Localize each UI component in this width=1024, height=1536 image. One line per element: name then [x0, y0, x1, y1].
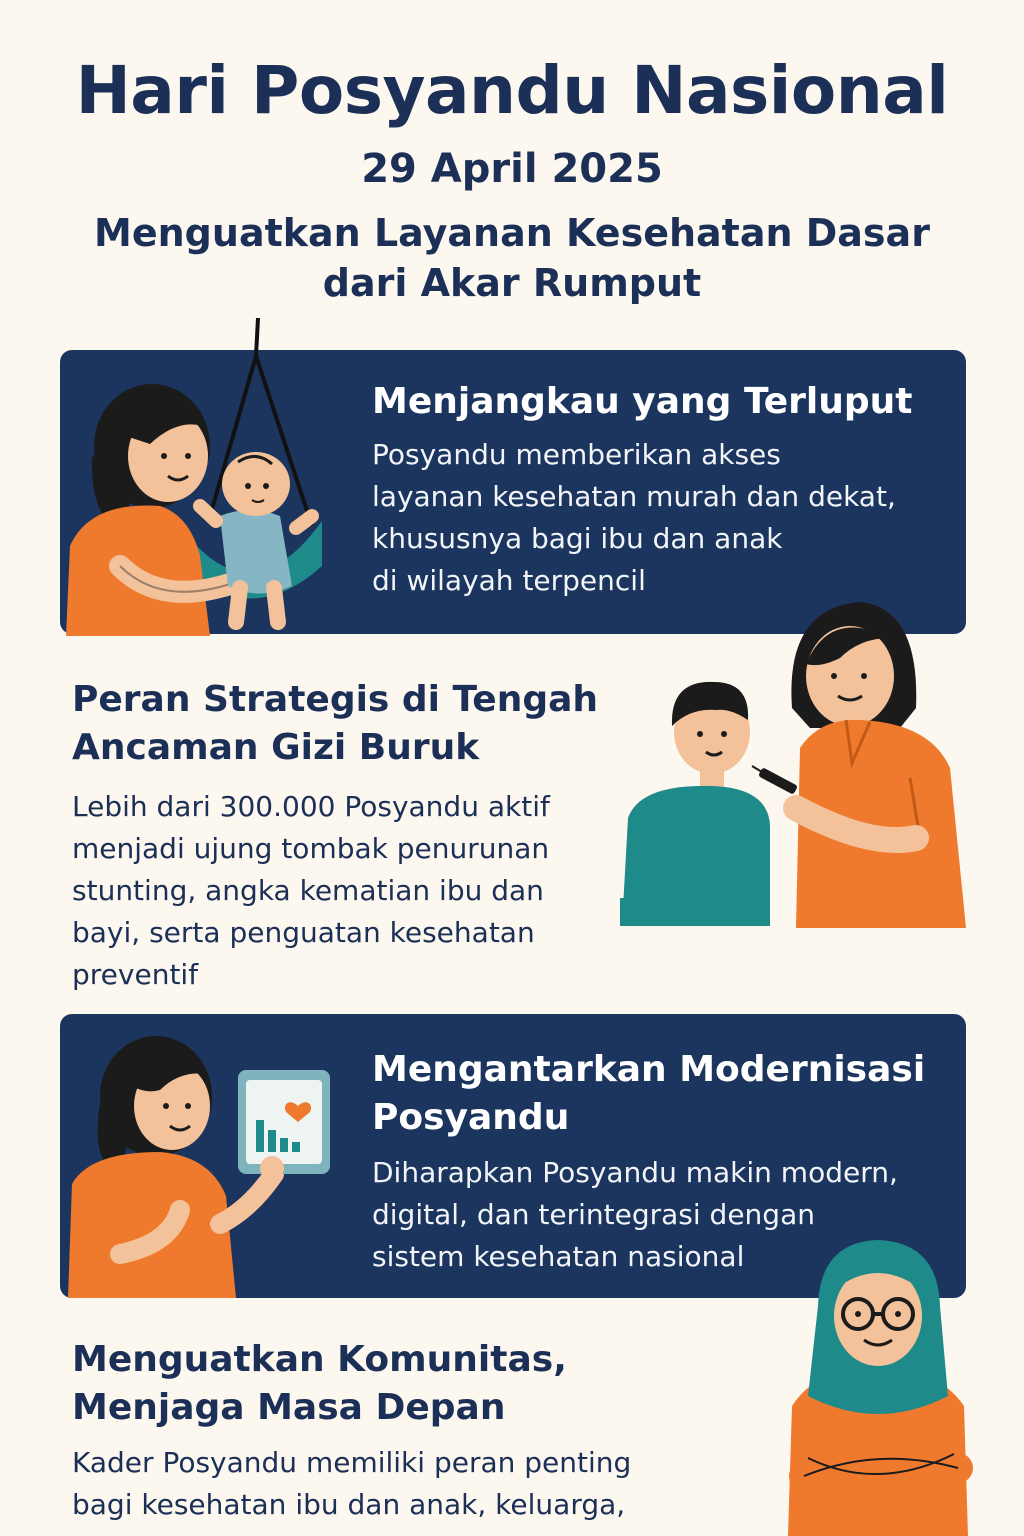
section-4-body-line: Kader Posyandu memiliki peran penting	[72, 1446, 632, 1479]
subtitle-line-1: Menguatkan Layanan Kesehatan Dasar	[94, 211, 930, 255]
section-2-heading	[72, 676, 612, 772]
section-4-heading-line: Menguatkan Komunitas,	[72, 1339, 567, 1380]
section-3-body-line: Diharapkan Posyandu makin modern,	[372, 1156, 898, 1189]
section-1-body	[372, 434, 952, 602]
hijab-woman-illustration	[768, 1236, 988, 1536]
subtitle	[92, 208, 932, 308]
section-2-heading-line: Peran Strategis di Tengah	[72, 679, 599, 720]
child-immunization-illustration	[620, 598, 970, 928]
section-3-body-line: sistem kesehatan nasional	[372, 1240, 745, 1273]
section-4-text	[72, 1336, 712, 1526]
section-3-heading-line: Posyandu	[372, 1097, 570, 1138]
section-3-heading-line: Mengantarkan Modernisasi	[372, 1049, 926, 1090]
section-1-text	[372, 378, 952, 602]
section-2-body-line: Lebih dari 300.000 Posyandu aktif	[72, 790, 550, 823]
section-2-text	[72, 676, 612, 996]
section-4-body-line: bagi kesehatan ibu dan anak, keluarga,	[72, 1488, 626, 1521]
section-2-body-line: menjadi ujung tombak penurunan	[72, 832, 550, 865]
section-1-heading-line: Menjangkau yang Terluput	[372, 381, 913, 422]
section-3-body-line: digital, dan terintegrasi dengan	[372, 1198, 815, 1231]
section-1-body-line: Posyandu memberikan akses	[372, 438, 781, 471]
event-date: 29 April 2025	[361, 146, 663, 192]
section-2-body-line: bayi, serta penguatan kesehatan	[72, 916, 535, 949]
mother-baby-scale-illustration	[60, 316, 340, 636]
section-4-heading-line: Menjaga Masa Depan	[72, 1387, 506, 1428]
section-2-body-line: stunting, angka kematian ibu dan	[72, 874, 544, 907]
section-2-heading-line: Ancaman Gizi Buruk	[72, 727, 480, 768]
section-4-body	[72, 1442, 712, 1526]
section-2-body	[72, 786, 612, 996]
section-1-body-line: di wilayah terpencil	[372, 564, 646, 597]
tablet-health-chart-illustration	[60, 1024, 350, 1298]
section-1-body-line: khususnya bagi ibu dan anak	[372, 522, 783, 555]
section-2-body-line: preventif	[72, 958, 199, 991]
section-4-heading	[72, 1336, 712, 1432]
section-1-body-line: layanan kesehatan murah dan dekat,	[372, 480, 896, 513]
section-3-heading	[372, 1046, 952, 1142]
subtitle-line-2: dari Akar Rumput	[322, 261, 702, 305]
section-1-heading	[372, 378, 952, 426]
page-title: Hari Posyandu Nasional	[75, 52, 949, 129]
